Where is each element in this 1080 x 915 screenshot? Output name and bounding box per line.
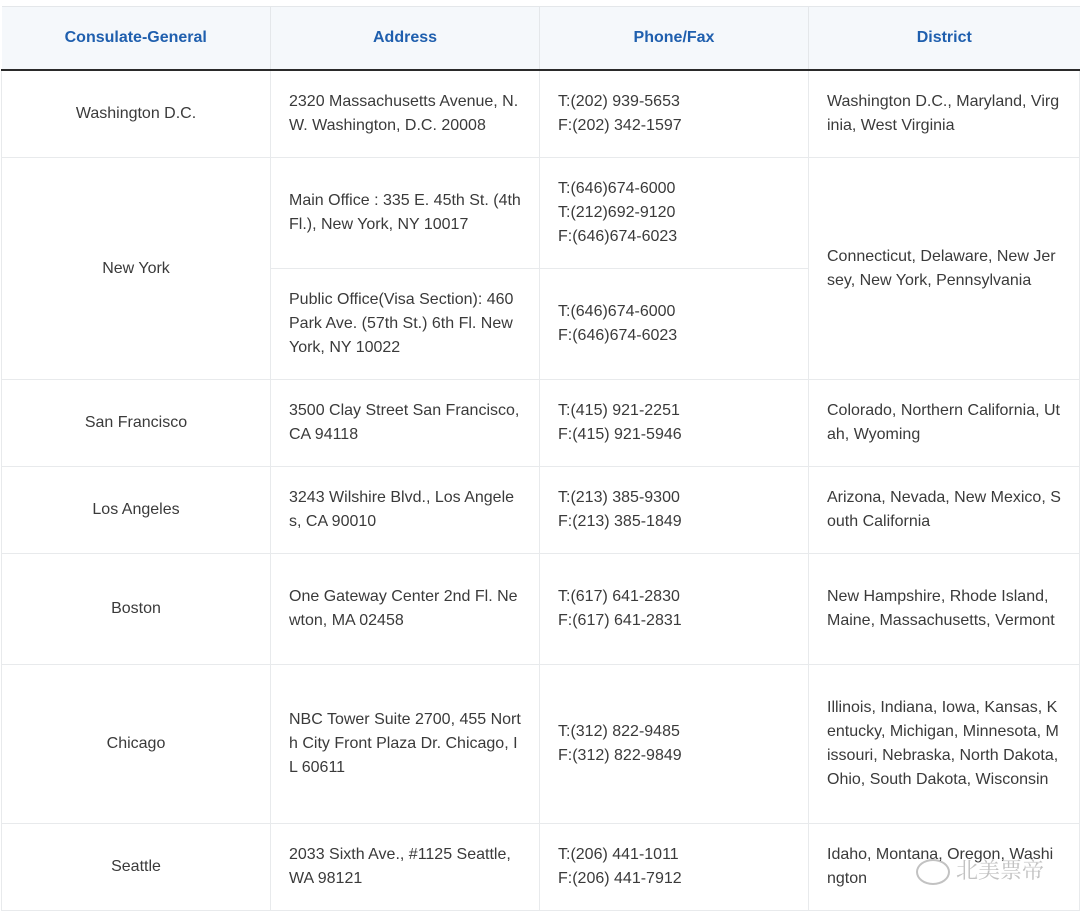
wechat-icon xyxy=(916,859,950,885)
table-row xyxy=(2,158,1080,269)
phone-line: T:(646)674-6000 xyxy=(558,180,676,197)
phone-cell xyxy=(540,554,809,665)
district-cell: Connecticut, Delaware, New Jersey, New York, Pennsylvania xyxy=(809,158,1080,380)
phone-cell xyxy=(540,269,809,380)
district-cell: Arizona, Nevada, New Mexico, South California xyxy=(809,467,1080,554)
address-cell: 3500 Clay Street San Francisco, CA 94118 xyxy=(271,380,540,467)
table-row xyxy=(2,554,1080,665)
phone-cell xyxy=(540,824,809,911)
watermark-text: 北美票帝 xyxy=(955,859,1044,884)
phone-cell xyxy=(540,70,809,158)
phone-line: T:(202) 939-5653 xyxy=(558,93,680,110)
header-consulate-general: Consulate-General xyxy=(2,7,271,71)
watermark xyxy=(916,854,1044,885)
consulate-table xyxy=(1,6,1080,911)
fax-line: F:(646)674-6023 xyxy=(558,327,678,344)
phone-cell xyxy=(540,665,809,824)
city-cell: New York xyxy=(2,158,271,380)
district-cell: New Hampshire, Rhode Island, Maine, Massachusetts, Vermont xyxy=(809,554,1080,665)
city-cell: Seattle xyxy=(2,824,271,911)
city-cell: Washington D.C. xyxy=(2,70,271,158)
phone-line: T:(206) 441-1011 xyxy=(558,846,679,863)
header-row xyxy=(2,7,1080,71)
phone-cell xyxy=(540,467,809,554)
phone-line: T:(646)674-6000 xyxy=(558,303,676,320)
address-cell: 2033 Sixth Ave., #1125 Seattle, WA 98121 xyxy=(271,824,540,911)
phone-line: T:(415) 921-2251 xyxy=(558,402,680,419)
district-cell: Idaho, Montana, Oregon, Washington xyxy=(809,824,1080,911)
header-address: Address xyxy=(271,7,540,71)
district-cell: Colorado, Northern California, Utah, Wyoming xyxy=(809,380,1080,467)
district-cell: Illinois, Indiana, Iowa, Kansas, Kentucky, Michigan, Minnesota, Missouri, Nebraska, North Dakota, Ohio, South Dakota, Wisconsin xyxy=(809,665,1080,824)
phone-line: T:(312) 822-9485 xyxy=(558,723,680,740)
phone-cell xyxy=(540,380,809,467)
address-cell: NBC Tower Suite 2700, 455 North City Front Plaza Dr. Chicago, IL 60611 xyxy=(271,665,540,824)
address-cell: 2320 Massachusetts Avenue, N.W. Washington, D.C. 20008 xyxy=(271,70,540,158)
address-cell: 3243 Wilshire Blvd., Los Angeles, CA 90010 xyxy=(271,467,540,554)
table-row xyxy=(2,665,1080,824)
fax-line: F:(206) 441-7912 xyxy=(558,870,682,887)
fax-line: F:(202) 342-1597 xyxy=(558,117,682,134)
city-cell: Chicago xyxy=(2,665,271,824)
district-cell: Washington D.C., Maryland, Virginia, West Virginia xyxy=(809,70,1080,158)
fax-line: F:(415) 921-5946 xyxy=(558,426,682,443)
city-cell: San Francisco xyxy=(2,380,271,467)
table-row xyxy=(2,467,1080,554)
phone-line: T:(212)692-9120 xyxy=(558,204,676,221)
header-district: District xyxy=(809,7,1080,71)
header-phone-fax: Phone/Fax xyxy=(540,7,809,71)
address-cell: Main Office : 335 E. 45th St. (4th Fl.), New York, NY 10017 xyxy=(271,158,540,269)
phone-line: T:(617) 641-2830 xyxy=(558,588,680,605)
fax-line: F:(617) 641-2831 xyxy=(558,612,682,629)
address-cell: Public Office(Visa Section): 460 Park Ave. (57th St.) 6th Fl. New York, NY 10022 xyxy=(271,269,540,380)
phone-cell xyxy=(540,158,809,269)
city-cell: Los Angeles xyxy=(2,467,271,554)
fax-line: F:(646)674-6023 xyxy=(558,228,678,245)
phone-line: T:(213) 385-9300 xyxy=(558,489,680,506)
table-row xyxy=(2,380,1080,467)
fax-line: F:(213) 385-1849 xyxy=(558,513,682,530)
fax-line: F:(312) 822-9849 xyxy=(558,747,682,764)
address-cell: One Gateway Center 2nd Fl. Newton, MA 02458 xyxy=(271,554,540,665)
city-cell: Boston xyxy=(2,554,271,665)
table-row xyxy=(2,70,1080,158)
